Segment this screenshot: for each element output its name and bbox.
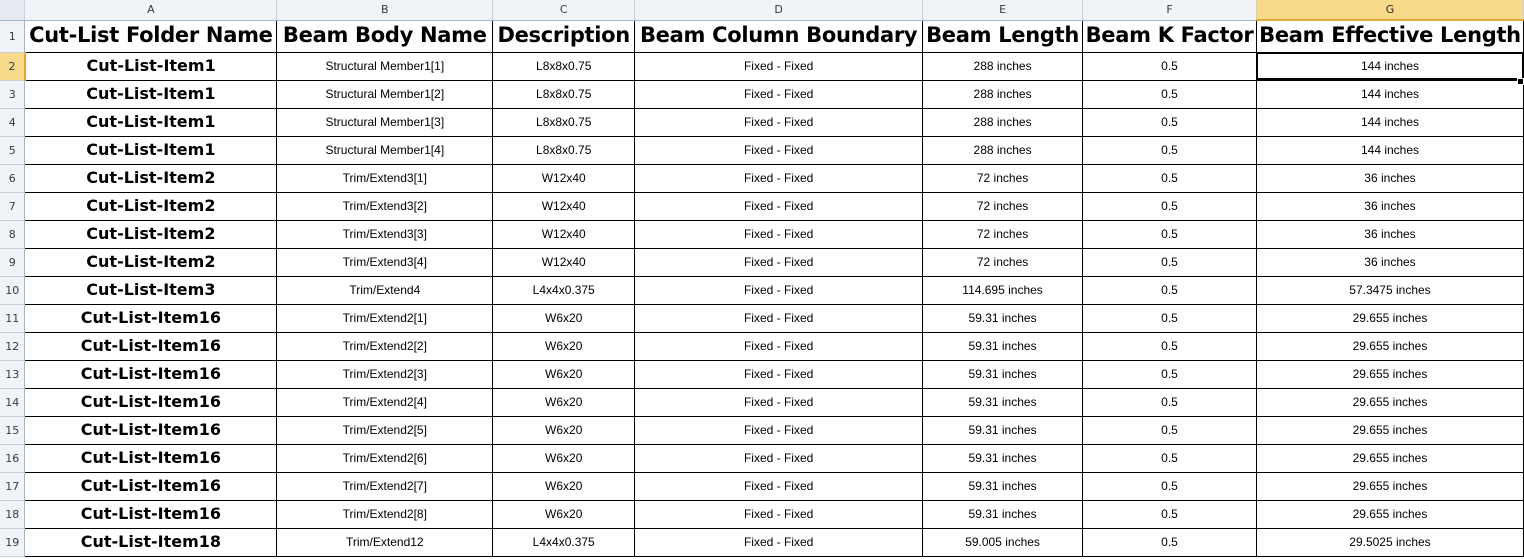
cell-beam-k-factor[interactable]: 0.5 (1083, 304, 1257, 332)
cell-description[interactable]: W12x40 (493, 248, 635, 276)
cell-beam-k-factor[interactable]: 0.5 (1083, 80, 1257, 108)
cell-description[interactable]: L4x4x0.375 (493, 528, 635, 556)
cell-description[interactable]: W12x40 (493, 164, 635, 192)
cell-cut-list-folder-name[interactable]: Cut-List-Item3 (25, 276, 277, 304)
cell-beam-body-name[interactable]: Trim/Extend2[2] (277, 332, 493, 360)
cell-description[interactable]: W6x20 (493, 360, 635, 388)
cell-cut-list-folder-name[interactable]: Cut-List-Item1 (25, 52, 277, 80)
column-header-c[interactable]: C (493, 0, 635, 20)
table-row (0, 332, 1524, 360)
cell-beam-k-factor[interactable]: 0.5 (1083, 192, 1257, 220)
cell-beam-body-name[interactable]: Trim/Extend2[7] (277, 472, 493, 500)
cell-beam-body-name[interactable]: Trim/Extend2[1] (277, 304, 493, 332)
cell-beam-k-factor[interactable]: 0.5 (1083, 332, 1257, 360)
row-header[interactable]: 12 (0, 332, 25, 360)
row-header[interactable]: 9 (0, 248, 25, 276)
cell-beam-length[interactable]: 59.31 inches (923, 500, 1083, 528)
table-row (0, 136, 1524, 164)
cell-description[interactable]: W6x20 (493, 388, 635, 416)
row-header[interactable]: 18 (0, 500, 25, 528)
cell-beam-length[interactable]: 72 inches (923, 164, 1083, 192)
cell-beam-k-factor[interactable]: 0.5 (1083, 388, 1257, 416)
cell-description[interactable]: W6x20 (493, 332, 635, 360)
cell-beam-column-boundary[interactable]: Fixed - Fixed (635, 80, 923, 108)
cell-beam-column-boundary[interactable]: Fixed - Fixed (635, 276, 923, 304)
table-row (0, 248, 1524, 276)
cell-beam-effective-length[interactable]: 36 inches (1256, 248, 1523, 276)
cell-beam-length[interactable]: 288 inches (923, 136, 1083, 164)
cell-beam-column-boundary[interactable]: Fixed - Fixed (635, 528, 923, 556)
cell-beam-effective-length[interactable]: 29.655 inches (1256, 472, 1523, 500)
row-header[interactable]: 19 (0, 528, 25, 556)
cell-beam-effective-length[interactable]: 57.3475 inches (1256, 276, 1523, 304)
row-header[interactable]: 17 (0, 472, 25, 500)
cell-beam-length[interactable]: 59.31 inches (923, 416, 1083, 444)
cell-beam-column-boundary[interactable]: Fixed - Fixed (635, 108, 923, 136)
cell-header-beam-column-boundary[interactable]: Beam Column Boundary (635, 20, 923, 52)
cell-cut-list-folder-name[interactable]: Cut-List-Item1 (25, 80, 277, 108)
cell-beam-effective-length[interactable]: 29.655 inches (1256, 416, 1523, 444)
row-header[interactable]: 7 (0, 192, 25, 220)
row-header[interactable]: 8 (0, 220, 25, 248)
cell-description[interactable]: W12x40 (493, 220, 635, 248)
cell-beam-column-boundary[interactable]: Fixed - Fixed (635, 52, 923, 80)
cell-description[interactable]: W6x20 (493, 416, 635, 444)
cell-beam-column-boundary[interactable]: Fixed - Fixed (635, 248, 923, 276)
cell-beam-k-factor[interactable]: 0.5 (1083, 108, 1257, 136)
cell-cut-list-folder-name[interactable]: Cut-List-Item16 (25, 332, 277, 360)
cell-beam-length[interactable]: 59.31 inches (923, 444, 1083, 472)
cell-beam-column-boundary[interactable]: Fixed - Fixed (635, 304, 923, 332)
table-row (0, 528, 1524, 556)
cell-cut-list-folder-name[interactable]: Cut-List-Item16 (25, 388, 277, 416)
cell-cut-list-folder-name[interactable]: Cut-List-Item16 (25, 444, 277, 472)
row-header[interactable]: 15 (0, 416, 25, 444)
row-header[interactable]: 3 (0, 80, 25, 108)
cell-beam-length[interactable]: 288 inches (923, 108, 1083, 136)
cell-beam-length[interactable]: 59.31 inches (923, 332, 1083, 360)
cell-header-beam-body-name[interactable]: Beam Body Name (277, 20, 493, 52)
cell-beam-column-boundary[interactable]: Fixed - Fixed (635, 164, 923, 192)
cell-beam-body-name[interactable]: Trim/Extend3[1] (277, 164, 493, 192)
cell-beam-length[interactable]: 59.005 inches (923, 528, 1083, 556)
table-row (0, 220, 1524, 248)
cell-cut-list-folder-name[interactable]: Cut-List-Item1 (25, 108, 277, 136)
cell-beam-effective-length[interactable]: 36 inches (1256, 220, 1523, 248)
row-header[interactable]: 2 (0, 52, 25, 80)
fill-handle[interactable] (1517, 78, 1524, 85)
cell-beam-length[interactable]: 59.31 inches (923, 304, 1083, 332)
cell-cut-list-folder-name[interactable]: Cut-List-Item16 (25, 500, 277, 528)
cell-cut-list-folder-name[interactable]: Cut-List-Item18 (25, 528, 277, 556)
cell-description[interactable]: L8x8x0.75 (493, 136, 635, 164)
cell-description[interactable]: W6x20 (493, 472, 635, 500)
row-header[interactable]: 10 (0, 276, 25, 304)
table-row (0, 164, 1524, 192)
cell-beam-effective-length[interactable]: 144 inches (1256, 136, 1523, 164)
cell-beam-body-name[interactable]: Structural Member1[3] (277, 108, 493, 136)
cell-beam-effective-length[interactable]: 144 inches (1256, 108, 1523, 136)
cell-beam-k-factor[interactable]: 0.5 (1083, 500, 1257, 528)
cell-beam-body-name[interactable]: Trim/Extend12 (277, 528, 493, 556)
cell-cut-list-folder-name[interactable]: Cut-List-Item2 (25, 248, 277, 276)
cell-beam-body-name[interactable]: Trim/Extend3[3] (277, 220, 493, 248)
cell-beam-body-name[interactable]: Trim/Extend3[2] (277, 192, 493, 220)
cell-beam-body-name[interactable]: Trim/Extend2[8] (277, 500, 493, 528)
cell-beam-effective-length[interactable]: 29.655 inches (1256, 500, 1523, 528)
cell-beam-body-name[interactable]: Trim/Extend3[4] (277, 248, 493, 276)
cell-beam-column-boundary[interactable]: Fixed - Fixed (635, 360, 923, 388)
cell-beam-k-factor[interactable]: 0.5 (1083, 528, 1257, 556)
cell-description[interactable]: L8x8x0.75 (493, 80, 635, 108)
cell-description[interactable]: W6x20 (493, 444, 635, 472)
cell-description[interactable]: W12x40 (493, 192, 635, 220)
table-row (0, 360, 1524, 388)
cell-header-beam-k-factor[interactable]: Beam K Factor (1083, 20, 1257, 52)
cell-beam-length[interactable]: 72 inches (923, 192, 1083, 220)
table-row (0, 416, 1524, 444)
cell-cut-list-folder-name[interactable]: Cut-List-Item16 (25, 472, 277, 500)
cell-cut-list-folder-name[interactable]: Cut-List-Item2 (25, 192, 277, 220)
cell-beam-k-factor[interactable]: 0.5 (1083, 472, 1257, 500)
column-header-f[interactable]: F (1083, 0, 1257, 20)
cell-beam-k-factor[interactable]: 0.5 (1083, 136, 1257, 164)
row-header[interactable]: 4 (0, 108, 25, 136)
cell-beam-effective-length[interactable]: 29.5025 inches (1256, 528, 1523, 556)
cell-beam-effective-length[interactable]: 29.655 inches (1256, 360, 1523, 388)
cell-beam-effective-length[interactable]: 36 inches (1256, 164, 1523, 192)
cell-beam-column-boundary[interactable]: Fixed - Fixed (635, 220, 923, 248)
cell-beam-length[interactable]: 72 inches (923, 248, 1083, 276)
column-header-b[interactable]: B (277, 0, 493, 20)
row-header[interactable]: 11 (0, 304, 25, 332)
column-header-d[interactable]: D (635, 0, 923, 20)
cell-beam-body-name[interactable]: Trim/Extend2[3] (277, 360, 493, 388)
cell-beam-body-name[interactable]: Structural Member1[2] (277, 80, 493, 108)
cell-beam-k-factor[interactable]: 0.5 (1083, 276, 1257, 304)
column-header-bar (0, 0, 1524, 20)
column-header-g[interactable]: G (1256, 0, 1523, 20)
cell-header-cut-list-folder-name[interactable]: Cut-List Folder Name (25, 20, 277, 52)
cell-beam-effective-length[interactable]: 144 inches (1256, 52, 1523, 80)
table-row (0, 444, 1524, 472)
cell-description[interactable]: W6x20 (493, 500, 635, 528)
cell-cut-list-folder-name[interactable]: Cut-List-Item2 (25, 220, 277, 248)
cell-beam-effective-length[interactable]: 29.655 inches (1256, 388, 1523, 416)
cell-beam-k-factor[interactable]: 0.5 (1083, 444, 1257, 472)
column-header-a[interactable]: A (25, 0, 277, 20)
cell-beam-effective-length[interactable]: 36 inches (1256, 192, 1523, 220)
cell-beam-column-boundary[interactable]: Fixed - Fixed (635, 416, 923, 444)
table-row (0, 500, 1524, 528)
cell-beam-length[interactable]: 72 inches (923, 220, 1083, 248)
row-header[interactable]: 5 (0, 136, 25, 164)
table-row (0, 388, 1524, 416)
cell-description[interactable]: L4x4x0.375 (493, 276, 635, 304)
cell-description[interactable]: W6x20 (493, 304, 635, 332)
row-header[interactable]: 14 (0, 388, 25, 416)
cell-beam-effective-length[interactable]: 29.655 inches (1256, 304, 1523, 332)
cell-beam-body-name[interactable]: Trim/Extend2[4] (277, 388, 493, 416)
cell-beam-effective-length[interactable]: 144 inches (1256, 80, 1523, 108)
cell-beam-column-boundary[interactable]: Fixed - Fixed (635, 332, 923, 360)
cell-beam-column-boundary[interactable]: Fixed - Fixed (635, 192, 923, 220)
cell-beam-column-boundary[interactable]: Fixed - Fixed (635, 388, 923, 416)
cell-description[interactable]: L8x8x0.75 (493, 108, 635, 136)
table-row (0, 108, 1524, 136)
cell-header-beam-effective-length[interactable]: Beam Effective Length (1256, 20, 1523, 52)
cell-beam-effective-length[interactable]: 29.655 inches (1256, 332, 1523, 360)
cell-beam-length[interactable]: 59.31 inches (923, 388, 1083, 416)
cell-beam-k-factor[interactable]: 0.5 (1083, 360, 1257, 388)
cell-beam-effective-length[interactable]: 29.655 inches (1256, 444, 1523, 472)
cell-header-beam-length[interactable]: Beam Length (923, 20, 1083, 52)
cell-beam-length[interactable]: 114.695 inches (923, 276, 1083, 304)
cell-beam-column-boundary[interactable]: Fixed - Fixed (635, 500, 923, 528)
table-row (0, 80, 1524, 108)
table-header-row (0, 20, 1524, 52)
table-row (0, 276, 1524, 304)
cell-cut-list-folder-name[interactable]: Cut-List-Item16 (25, 304, 277, 332)
row-header[interactable]: 1 (0, 20, 25, 52)
cell-beam-k-factor[interactable]: 0.5 (1083, 164, 1257, 192)
cell-description[interactable]: L8x8x0.75 (493, 52, 635, 80)
row-header[interactable]: 6 (0, 164, 25, 192)
cell-cut-list-folder-name[interactable]: Cut-List-Item16 (25, 360, 277, 388)
cell-beam-length[interactable]: 288 inches (923, 80, 1083, 108)
select-all-corner[interactable] (0, 0, 25, 20)
table-row (0, 52, 1524, 80)
cell-beam-body-name[interactable]: Trim/Extend2[5] (277, 416, 493, 444)
row-header[interactable]: 13 (0, 360, 25, 388)
table-row (0, 192, 1524, 220)
cell-beam-body-name[interactable]: Trim/Extend2[6] (277, 444, 493, 472)
cell-beam-column-boundary[interactable]: Fixed - Fixed (635, 444, 923, 472)
table-row (0, 472, 1524, 500)
cell-cut-list-folder-name[interactable]: Cut-List-Item1 (25, 136, 277, 164)
cell-cut-list-folder-name[interactable]: Cut-List-Item16 (25, 416, 277, 444)
cell-beam-k-factor[interactable]: 0.5 (1083, 248, 1257, 276)
cell-cut-list-folder-name[interactable]: Cut-List-Item2 (25, 164, 277, 192)
table-row (0, 304, 1524, 332)
cell-beam-length[interactable]: 59.31 inches (923, 360, 1083, 388)
column-header-e[interactable]: E (923, 0, 1083, 20)
row-header[interactable]: 16 (0, 444, 25, 472)
cell-beam-body-name[interactable]: Trim/Extend4 (277, 276, 493, 304)
cell-beam-k-factor[interactable]: 0.5 (1083, 220, 1257, 248)
cell-beam-body-name[interactable]: Structural Member1[4] (277, 136, 493, 164)
cell-beam-length[interactable]: 288 inches (923, 52, 1083, 80)
cell-beam-length[interactable]: 59.31 inches (923, 472, 1083, 500)
cell-beam-column-boundary[interactable]: Fixed - Fixed (635, 136, 923, 164)
cell-header-description[interactable]: Description (493, 20, 635, 52)
cell-beam-body-name[interactable]: Structural Member1[1] (277, 52, 493, 80)
cell-beam-k-factor[interactable]: 0.5 (1083, 52, 1257, 80)
cell-beam-k-factor[interactable]: 0.5 (1083, 416, 1257, 444)
cell-beam-column-boundary[interactable]: Fixed - Fixed (635, 472, 923, 500)
